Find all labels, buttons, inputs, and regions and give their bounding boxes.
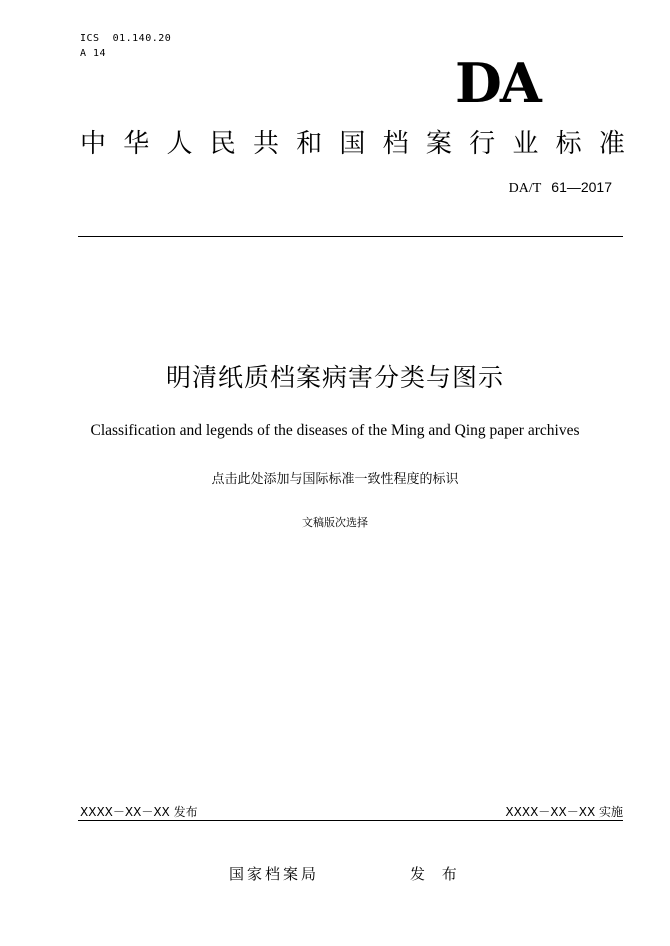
org-char: 人	[166, 129, 193, 159]
publish-date: XXXX－XX－XX 发布	[80, 805, 198, 819]
classification-codes	[80, 31, 171, 61]
org-char: 共	[252, 129, 279, 159]
issuing-authority: 国家档案局	[229, 865, 320, 883]
document-title-chinese: 明清纸质档案病害分类与图示	[165, 363, 504, 392]
org-char: 华	[123, 129, 150, 159]
da-logo: DA	[455, 51, 540, 115]
implement-date: XXXX－XX－XX 实施	[505, 805, 623, 819]
org-char: 业	[512, 129, 539, 159]
org-char: 国	[339, 129, 366, 159]
org-char: 标	[555, 129, 582, 159]
ics-code: ICS 01.140.20	[80, 33, 172, 44]
org-char: 准	[598, 129, 625, 159]
org-char: 民	[209, 129, 236, 159]
header-divider	[78, 236, 623, 237]
org-char: 中	[80, 129, 107, 159]
org-char: 案	[425, 129, 452, 159]
draft-version-selector[interactable]: 文稿版次选择	[302, 516, 368, 529]
standard-prefix: DA/T	[508, 181, 542, 196]
organization-title	[80, 126, 625, 162]
footer-divider	[78, 820, 623, 821]
ccs-code: A 14	[80, 48, 107, 59]
document-title-english: Classification and legends of the diseases of the Ming and Qing paper archives	[90, 422, 580, 439]
standard-year-number: 61—2017	[551, 179, 612, 195]
org-char: 和	[296, 129, 323, 159]
org-char: 行	[469, 129, 496, 159]
issue-label: 发 布	[410, 865, 463, 883]
conformity-placeholder[interactable]: 点击此处添加与国际标准一致性程度的标识	[211, 472, 459, 487]
standard-number	[509, 179, 612, 197]
org-char: 档	[382, 129, 409, 159]
